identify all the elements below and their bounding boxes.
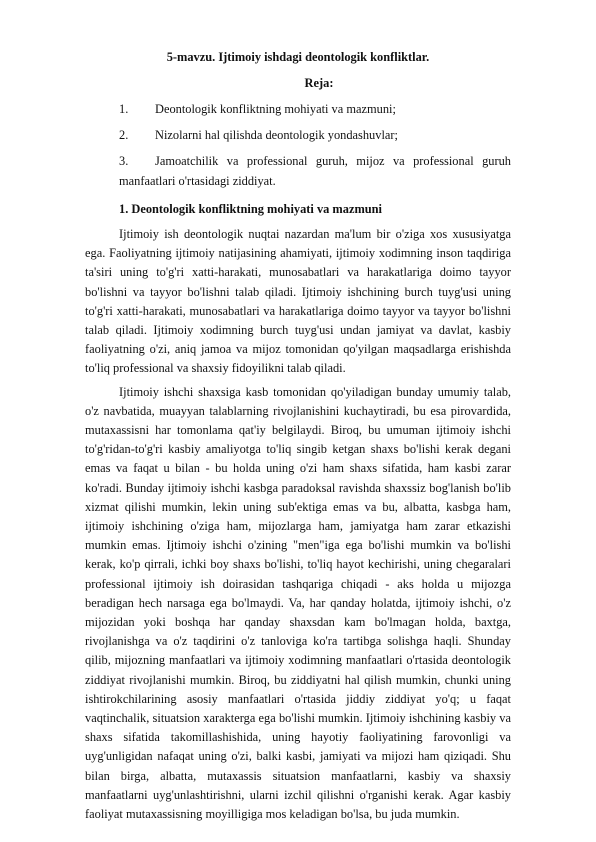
plan-item-text: Deontologik konfliktning mohiyati va mazmuni; (155, 102, 396, 116)
plan-item (119, 126, 511, 145)
section-heading: 1. Deontologik konfliktning mohiyati va mazmuni (119, 202, 382, 216)
paragraph: Ijtimoiy ishchi shaxsiga kasb tomonidan qo'yiladigan bunday umumiy talab, o'z navbatida, muayyan talablarning rivojlanishini kuchaytiradi, bu esa pirovardida, mutaxassisni har tomonlama qat'iy belgilaydi. Biroq, bu umuman ijtimoiy ishchi to'g'ridan-to'g'ri kasbiy amaliyotga to'liq singib ketgan shaxs bo'lishi kerak degani emas va faqat u bilan - bu holda uning o'zi ham shaxs sifatida, ham kasbi zarar ko'radi. Bunday ijtimoiy ishchi kasbga paradoksal ravishda shaxssiz bog'lanish bo'lib xizmat qilishi mumkin, lekin uning sub'ektiga emas va bu, albatta, kasbga ham, ijtimoiy ishchining o'ziga ham, mijozlarga ham, jamiyatga ham zarar etkazishi mumkin emas. Ijtimoiy ishchi o'zining "men"iga ega bo'lishi mumkin va bo'lishi kerak, ko'p qirrali, ichki boy shaxs bo'lishi, to'liq hayot kechirishi, uning chegaralari professional ijtimoiy ish doirasidan tashqariga chiqadi - aks holda u mijozga beradigan hech narsaga ega bo'lmaydi. Va, har qanday holatda, ijtimoiy ishchi, o'z mijozidan yoki boshqa har qanday shaxsdan kam bo'lmagan holda, baxtga, rivojlanishga va o'z taqdirini o'z tanloviga ko'ra tartibga solishga haqli. Shunday qilib, mijozning manfaatlari va ijtimoiy xodimning manfaatlari o'rtasida deontologik ziddiyat rivojlanishi mumkin. Biroq, bu ziddiyatni hal qilish mumkin, chunki uning ishtirokchilarining asosiy manfaatlari o'rtasida jiddiy ziddiyat yo'q; u faqat vaqtinchalik, situatsion xarakterga ega bo'lishi mumkin. Ijtimoiy ishchining kasbiy va shaxs sifatida takomillashishida, uning hayotiy faoliyatining farovonligi va uyg'unligidan nafaqat uning o'zi, balki kasbi, jamiyati va mijozi ham qiziqadi. Shu bilan birga, albatta, mutaxassis situatsion manfaatlarni, kasbiy va shaxsiy manfaatlarni uyg'unlashtirishni, ularni izchil qilishni o'rganishi kerak. Agar kasbiy faoliyat mutaxassisning moyilligiga mos keladigan bo'lsa, bu juda mumkin. (85, 384, 511, 822)
plan-item-text: Jamoatchilik va professional guruh, mijoz va professional guruh manfaatlari o'rtasidagi ziddiyat. (119, 154, 511, 188)
plan-item: 3. Jamoatchilik va professional guruh, mijoz va professional guruh manfaatlari o'rtasidagi ziddiyat. (119, 154, 511, 188)
plan-item (119, 100, 511, 119)
plan-heading: Reja: (304, 76, 334, 90)
body-text (85, 225, 511, 828)
paragraph: Ijtimoiy ish deontologik nuqtai nazardan ma'lum bir o'ziga xos xususiyatga ega. Faoliyatning ijtimoiy natijasining ahamiyati, ijtimoiy xodimning inson taqdiriga ta'siri uning to'g'ri xatti-harakati, munosabatlari va harakatlariga doimo tayyor bo'lishni va tayyor bo'lishni talab qiladi. Ijtimoiy ishchining burch tuyg'usi uning to'g'ri xatti-harakati, munosabatlari va harakatlariga doimo tayyor va tayyor bo'lishni talab qiladi. Ijtimoiy xodimning burch tuyg'usi undan jamiyat va davlat, kasbiy faoliyatning o'zi, aniq jamoa va mijoz tomonidan qo'yilgan maqsadlarga erishishda to'liq professional va shaxsiy fidoyilikni talab qiladi. (85, 227, 511, 376)
plan-item-number: 1. (119, 102, 129, 116)
plan-item-number: 2. (119, 128, 129, 143)
document-title: 5-mavzu. Ijtimoiy ishdagi deontologik konfliktlar. (166, 50, 430, 64)
plan-item-text: Nizolarni hal qilishda deontologik yondashuvlar; (155, 128, 398, 143)
plan-list (119, 100, 511, 198)
